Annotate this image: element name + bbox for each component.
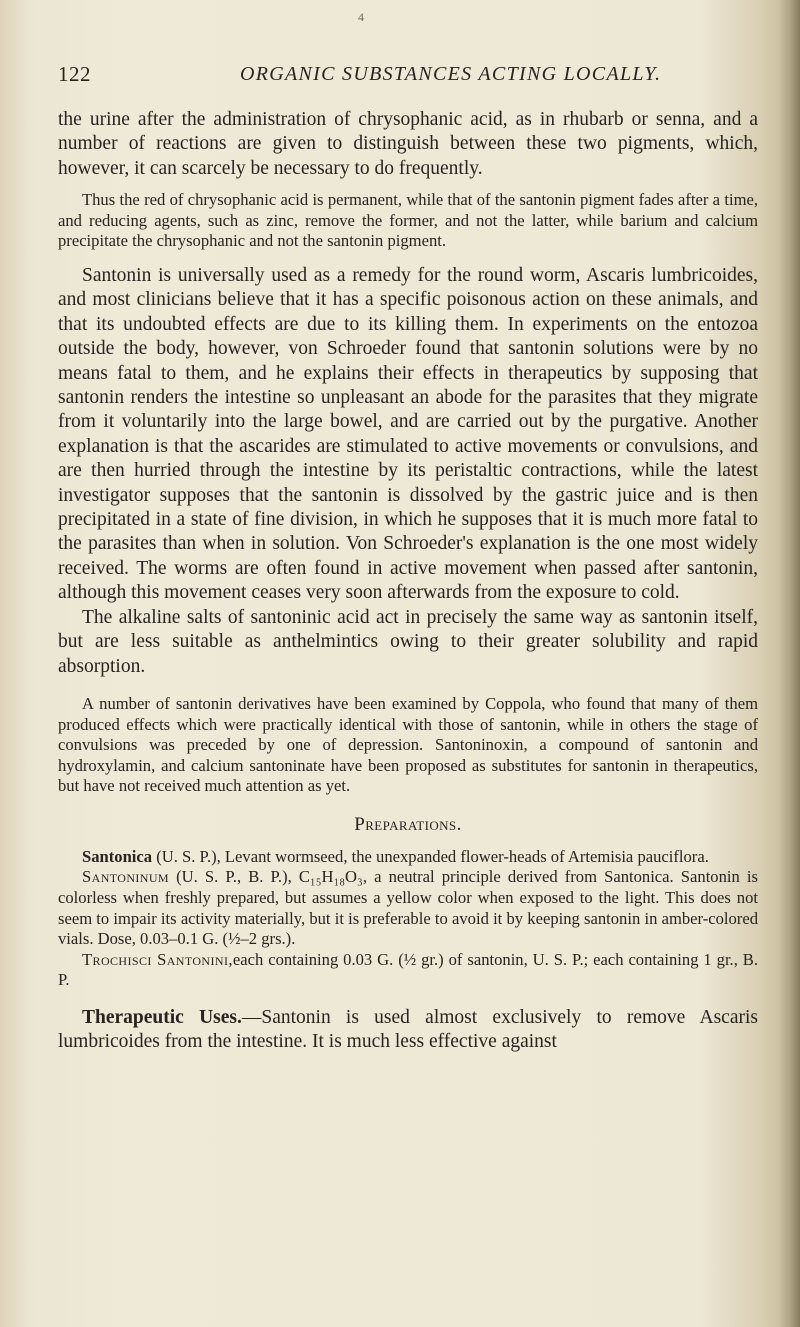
preparations-heading: Preparations. — [354, 813, 462, 835]
therapeutic-uses-text: —Santonin is used almost exclusively to remove Ascaris lumbricoides from the intestine. It is much less effective against — [58, 1007, 758, 1053]
trochisci-description: each containing 0.03 G. (½ gr.) of santonin, U. S. P.; each containing 1 gr., B. P. — [58, 949, 758, 990]
paragraph-alkaline-salts: The alkaline salts of santoninic acid act in precisely the same way as santonin itself, but are less suitable as anthelmintics owing to their greater solubility and rapid absorption. — [58, 606, 758, 677]
preparation-santoninum — [58, 867, 758, 949]
page-body — [58, 108, 758, 1055]
top-mark: 4 — [358, 10, 364, 24]
paragraph-pigment-note: Thus the red of chrysophanic acid is permanent, while that of the santonin pigment fades after a time, and reducing agents, such as zinc, remove the former, and not the latter, while barium and calcium precipitate the chrysophanic and not the santonin pigment. — [58, 190, 758, 251]
trochisci-term: Trochisci Santonini, — [82, 949, 233, 969]
paragraph-therapeutic-uses — [58, 1006, 758, 1055]
paragraph-santonin-remedy: Santonin is universally used as a remedy for the round worm, Ascaris lumbricoides, and most clinicians believe that it has a specific poisonous action on these animals, and that its undoubted effects are due to its killing them. In experiments on the entozoa outside the body, however, von Schroeder found that santonin solutions were by no means fatal to them, and he explains their effects in therapeutics by supposing that santonin renders the intestine so unpleasant an abode for the parasites that they migrate from it voluntarily into the large bowel, and are carried out by the purgative. Another explanation is that the ascarides are stimulated to active movements or convulsions, and are then hurried through the intestine by its peristaltic contractions, while the latest investigator supposes that the santonin is dissolved by the gastric juice and is then precipitated in a state of fine division, in which he supposes that it is much more fatal to the parasites than when in solution. Von Schroeder's explanation is the one most widely received. The worms are often found in active movement when passed after santonin, although this movement ceases very soon afterwards from the exposure to cold. — [58, 265, 758, 604]
page-number: 122 — [58, 62, 91, 86]
santonica-description: (U. S. P.), Levant wormseed, the unexpanded flower-heads of Artemisia pauciflora. — [152, 846, 709, 866]
paragraph-derivatives: A number of santonin derivatives have been examined by Coppola, who found that many of them produced effects which were practically identical with those of santonin, while in others the stage of convulsions was preceded by one of depression. Santoninoxin, a compound of santonin and hydroxylamin, and calcium santoninate have been proposed as substitutes for santonin in therapeutics, but have not received much attention as yet. — [58, 693, 758, 796]
therapeutic-uses-term: Therapeutic Uses. — [82, 1007, 242, 1029]
santoninum-description: (U. S. P., B. P.), C₁₅H₁₈O₃, a neutral principle derived from Santonica. Santonin is colorless when freshly prepared, but assumes a yellow color when exposed to the light. This does not seem to impair its activity materially, but it is preferable to avoid it by keeping santonin in amber-colored vials. Dose, 0.03–0.1 G. (½–2 grs.). — [58, 867, 758, 949]
santoninum-term: Santoninum — [82, 867, 170, 887]
paragraph-urine: the urine after the administration of chrysophanic acid, as in rhubarb or senna, and a number of reactions are given to distinguish between these two pigments, which, however, it can scarcely be necessary to do frequently. — [58, 109, 758, 179]
preparation-santonica — [58, 847, 758, 868]
page-header — [58, 62, 758, 92]
santonica-term: Santonica — [82, 846, 153, 866]
running-head: ORGANIC SUBSTANCES ACTING LOCALLY. — [240, 63, 662, 85]
page-spine-shadow — [778, 0, 800, 1327]
preparation-trochisci — [58, 950, 758, 991]
